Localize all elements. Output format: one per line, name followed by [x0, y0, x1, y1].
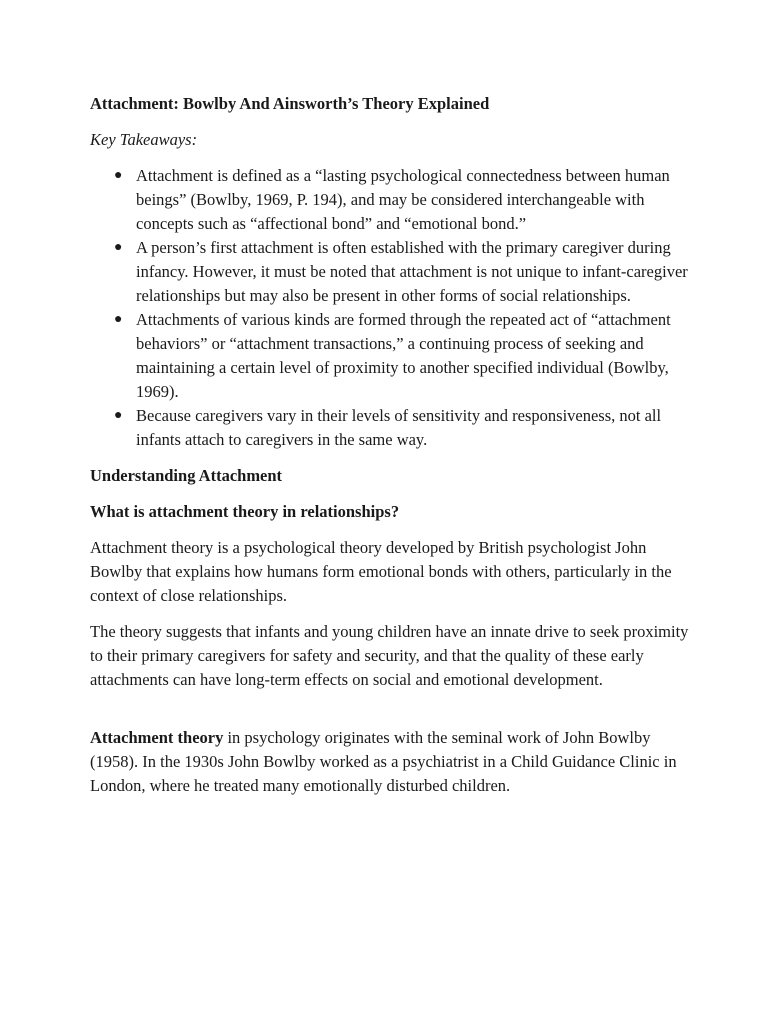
- key-takeaways-label: Key Takeaways:: [90, 130, 198, 149]
- paragraph-2: The theory suggests that infants and young children have an innate drive to seek proximity to their primary caregivers for safety and security, and that the quality of these early attachments can have long-term effects on social and emotional development.: [90, 622, 689, 689]
- section-heading: Understanding Attachment: [90, 466, 283, 485]
- takeaway-text: Attachments of various kinds are formed through the repeated act of “attachment behaviors” or “attachment transactions,” a continuing process of seeking and maintaining a certain level of proximity to another specified individual (Bowlby, 1969).: [136, 310, 671, 401]
- takeaway-text: Attachment is defined as a “lasting psychological connectedness between human beings” (Bowlby, 1969, P. 194), and may be considered interchangeable with concepts such as “affectional bond” and “emotional bond.”: [136, 166, 670, 233]
- question-heading: What is attachment theory in relationships?: [90, 502, 400, 521]
- takeaway-text: Because caregivers vary in their levels of sensitivity and responsiveness, not all infants attach to caregivers in the same way.: [136, 406, 662, 449]
- paragraph-3-lead: Attachment theory: [90, 728, 224, 747]
- list-item: [90, 236, 690, 308]
- paragraph-3-rest: in psychology originates with the seminal work of John Bowlby (1958). In the 1930s John Bowlby worked as a psychiatrist in a Child Guidance Clinic in London, where he treated many emotionally disturbed children.: [90, 728, 677, 795]
- bullet-icon: ●: [114, 312, 123, 327]
- document-title: Attachment: Bowlby And Ainsworth’s Theory Explained: [90, 94, 490, 113]
- paragraph-1: Attachment theory is a psychological theory developed by British psychologist John Bowlby that explains how humans form emotional bonds with others, particularly in the context of close relationships.: [90, 538, 672, 605]
- list-item: [90, 404, 690, 452]
- bullet-icon: ●: [114, 240, 123, 255]
- key-takeaways-list: [90, 164, 690, 452]
- list-item: [90, 308, 690, 404]
- paragraph-3: [90, 726, 690, 798]
- bullet-icon: ●: [114, 168, 123, 183]
- takeaway-text: A person’s first attachment is often established with the primary caregiver during infancy. However, it must be noted that attachment is not unique to infant-caregiver relationships but may also be present in other forms of social relationships.: [136, 238, 688, 305]
- bullet-icon: ●: [114, 408, 123, 423]
- document-page: [90, 92, 690, 810]
- list-item: [90, 164, 690, 236]
